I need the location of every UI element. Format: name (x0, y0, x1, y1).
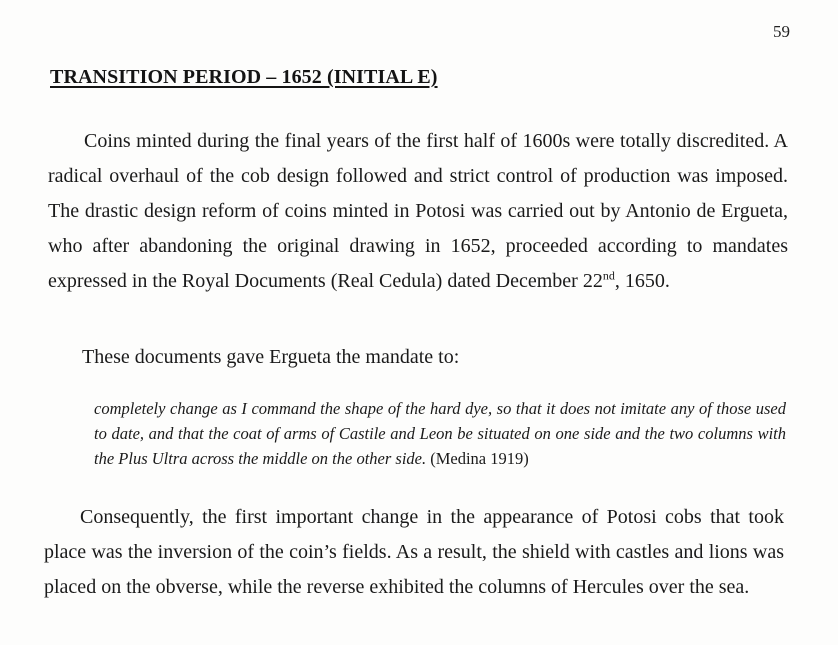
paragraph-consequence: Consequently, the first important change in the appearance of Potosi cobs that took place was the inversion of the coin’s fields. As a result, the shield with castles and lions was placed on the obverse, while the reverse exhibited the columns of Hercules over the sea. (44, 506, 784, 598)
paragraph-intro-text: Coins minted during the final years of the first half of 1600s were totally discredited. A radical overhaul of the cob design followed and strict control of production was imposed. The drastic design reform of coins minted in Potosi was carried out by Antonio de Ergueta, who after abandoning the original drawing in 1652, proceeded according to mandates expressed in the Royal Documents (Real Cedula) dated December 22 (48, 130, 788, 292)
ordinal-suffix: nd (602, 268, 615, 283)
page-number: 59 (773, 22, 790, 41)
quote-citation: (Medina 1919) (426, 449, 529, 468)
block-quote (94, 396, 786, 471)
paragraph-mandate-intro: These documents gave Ergueta the mandate to: (82, 346, 460, 368)
paragraph-intro-end: , 1650. (614, 270, 670, 292)
paragraph-intro (48, 124, 788, 299)
section-heading: TRANSITION PERIOD – 1652 (INITIAL E) (50, 66, 438, 88)
quote-text: completely change as I command the shape of the hard dye, so that it does not imitate any of those used to date, and that the coat of arms of Castile and Leon be situated on one side and the two columns with the Plus Ultra across the middle on the other side. (94, 399, 786, 468)
